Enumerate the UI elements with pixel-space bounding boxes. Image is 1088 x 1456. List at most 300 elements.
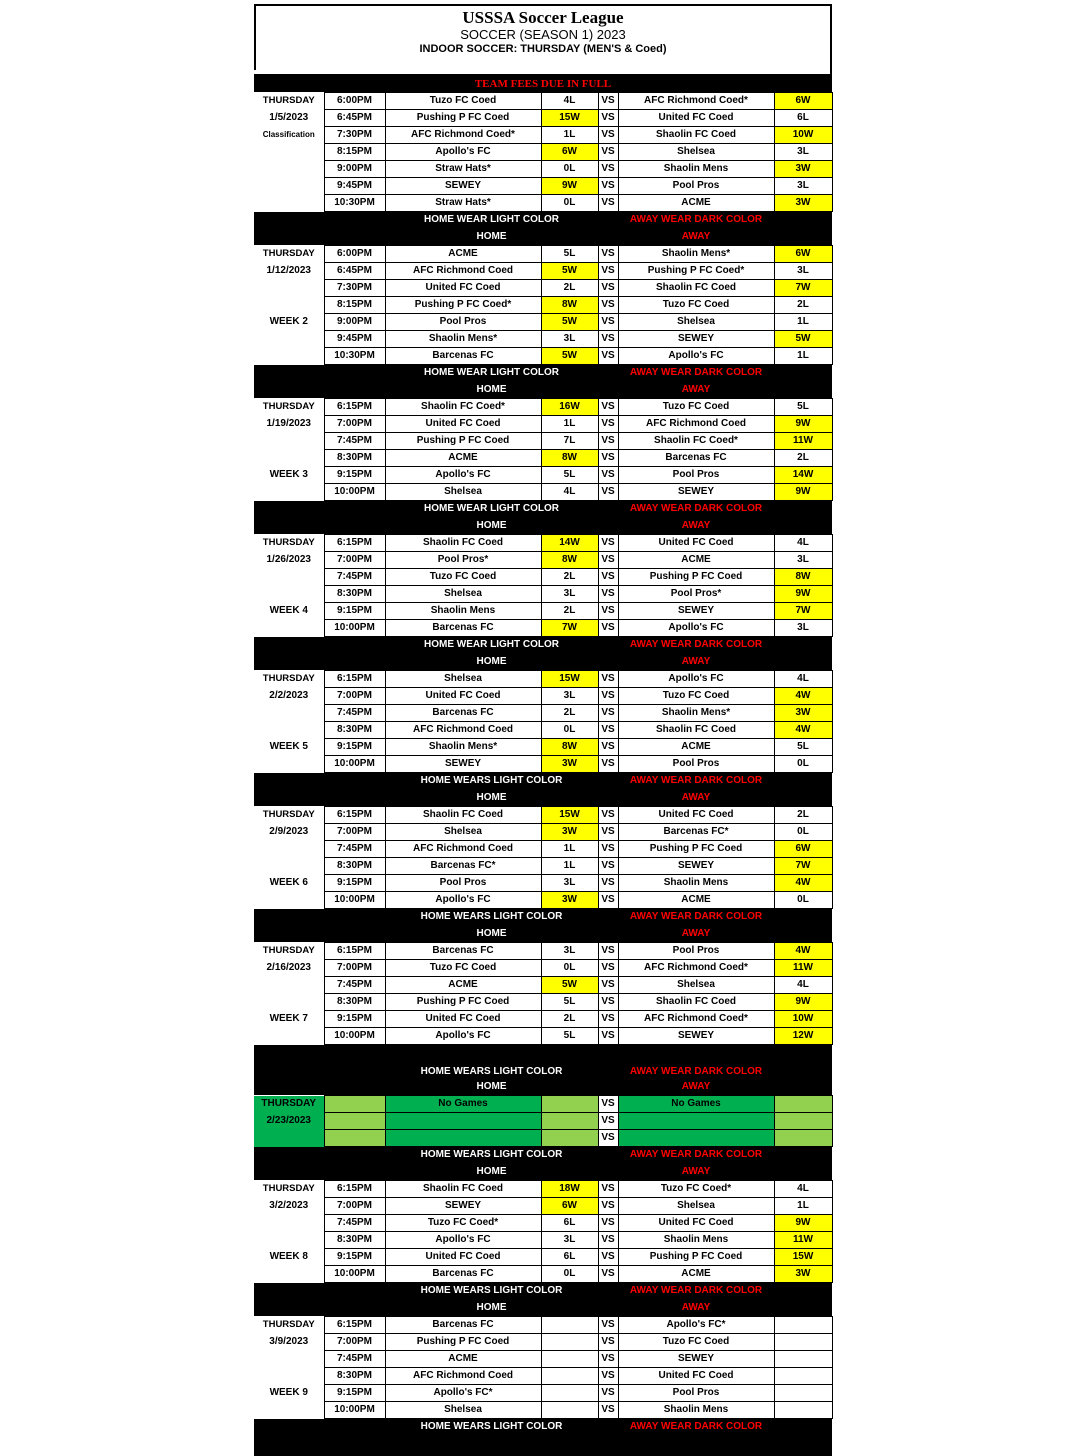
game-time: 8:30PM — [324, 450, 385, 467]
day-cell — [254, 1028, 324, 1045]
home-team: Shaolin FC Coed — [385, 1181, 541, 1198]
home-score: 14W — [541, 535, 598, 552]
home-team: Shelsea — [385, 484, 541, 501]
game-time: 9:15PM — [324, 739, 385, 756]
vs-label: VS — [598, 399, 618, 416]
away-team: Pool Pros — [618, 756, 774, 773]
bar-blank — [774, 1419, 832, 1436]
game-row — [254, 416, 832, 433]
game-time: 9:15PM — [324, 1249, 385, 1266]
game-row — [254, 127, 832, 144]
home-team: Shaolin FC Coed* — [385, 399, 541, 416]
home-team: United FC Coed — [385, 1011, 541, 1028]
day-label: THURSDAY — [254, 1096, 324, 1113]
bar-blank — [774, 654, 832, 671]
schedule-document — [254, 4, 832, 1456]
home-score: 15W — [541, 110, 598, 127]
bar-blank — [254, 1300, 385, 1317]
season-subtitle: SOCCER (SEASON 1) 2023 — [460, 27, 626, 42]
game-row — [254, 1130, 832, 1147]
day-cell — [254, 178, 324, 195]
vs-label: VS — [598, 943, 618, 960]
away-team: ACME — [618, 892, 774, 909]
game-time: 9:45PM — [324, 331, 385, 348]
away-team: United FC Coed — [618, 1215, 774, 1232]
away-team: No Games — [618, 1096, 774, 1113]
away-score — [774, 1385, 832, 1402]
game-time: 7:30PM — [324, 127, 385, 144]
away-score: 3L — [774, 620, 832, 637]
home-away-row — [254, 790, 832, 807]
color-notice-row — [254, 773, 832, 790]
game-row — [254, 586, 832, 603]
away-score: 4W — [774, 722, 832, 739]
home-color-notice: HOME WEARS LIGHT COLOR — [385, 1283, 598, 1300]
footer-away-color: AWAY WEAR DARK COLOR — [618, 1419, 774, 1436]
game-time: 10:00PM — [324, 1402, 385, 1419]
day-label: THURSDAY — [254, 807, 324, 824]
bar-blank — [774, 1045, 832, 1079]
home-score: 3L — [541, 1232, 598, 1249]
away-team: Pool Pros — [618, 943, 774, 960]
day-cell — [254, 977, 324, 994]
away-score — [774, 1096, 832, 1113]
vs-label: VS — [598, 552, 618, 569]
away-score: 0L — [774, 756, 832, 773]
day-cell — [254, 586, 324, 603]
home-team: ACME — [385, 1351, 541, 1368]
game-row — [254, 1113, 832, 1130]
away-score — [774, 1402, 832, 1419]
away-team: Shaolin Mens — [618, 1402, 774, 1419]
away-team: SEWEY — [618, 331, 774, 348]
away-team: Barcenas FC* — [618, 824, 774, 841]
game-time: 6:15PM — [324, 399, 385, 416]
game-row — [254, 858, 832, 875]
time-cell — [324, 1096, 385, 1113]
game-time: 7:00PM — [324, 1334, 385, 1351]
game-row — [254, 1011, 832, 1028]
away-score: 3W — [774, 705, 832, 722]
vs-label: VS — [598, 331, 618, 348]
away-score: 9W — [774, 1215, 832, 1232]
away-score: 3L — [774, 552, 832, 569]
home-score — [541, 1096, 598, 1113]
away-team: SEWEY — [618, 484, 774, 501]
home-label: HOME — [385, 382, 598, 399]
game-time: 7:00PM — [324, 688, 385, 705]
home-team: SEWEY — [385, 178, 541, 195]
bar-blank — [254, 1045, 385, 1079]
day-cell — [254, 348, 324, 365]
bar-blank — [598, 773, 618, 790]
home-score — [541, 1402, 598, 1419]
game-time: 9:15PM — [324, 1011, 385, 1028]
home-team: ACME — [385, 450, 541, 467]
home-score: 3L — [541, 586, 598, 603]
vs-label: VS — [598, 671, 618, 688]
home-team: Barcenas FC — [385, 620, 541, 637]
away-color-notice: AWAY WEAR DARK COLOR — [618, 909, 774, 926]
vs-label: VS — [598, 535, 618, 552]
game-row — [254, 1385, 832, 1402]
home-score: 8W — [541, 450, 598, 467]
away-score: 2L — [774, 450, 832, 467]
vs-label: VS — [598, 93, 618, 110]
home-team: Pushing P FC Coed — [385, 994, 541, 1011]
away-score: 9W — [774, 484, 832, 501]
game-row — [254, 569, 832, 586]
home-team: Shaolin Mens — [385, 603, 541, 620]
away-score: 6W — [774, 841, 832, 858]
home-score: 8W — [541, 297, 598, 314]
game-row — [254, 1249, 832, 1266]
game-time: 8:15PM — [324, 297, 385, 314]
game-row — [254, 280, 832, 297]
home-score: 2L — [541, 603, 598, 620]
day-cell — [254, 1351, 324, 1368]
game-row — [254, 824, 832, 841]
bar-blank — [254, 926, 385, 943]
home-away-row — [254, 1164, 832, 1181]
color-notice-row — [254, 365, 832, 382]
bar-blank — [774, 1079, 832, 1096]
day-cell — [254, 450, 324, 467]
game-row — [254, 977, 832, 994]
bar-blank — [774, 501, 832, 518]
vs-label: VS — [598, 960, 618, 977]
bar-blank — [598, 1300, 618, 1317]
away-team: Apollo's FC — [618, 671, 774, 688]
away-team: Pushing P FC Coed — [618, 841, 774, 858]
home-label: HOME — [385, 1164, 598, 1181]
home-score: 8W — [541, 552, 598, 569]
vs-label: VS — [598, 994, 618, 1011]
away-score: 4W — [774, 943, 832, 960]
away-score: 4W — [774, 875, 832, 892]
day-label: THURSDAY — [254, 1317, 324, 1334]
bar-blank — [598, 1164, 618, 1181]
home-team — [385, 1113, 541, 1130]
bar-blank — [254, 637, 385, 654]
away-score: 5L — [774, 399, 832, 416]
vs-label: VS — [598, 348, 618, 365]
away-label: AWAY — [618, 790, 774, 807]
vs-label: VS — [598, 127, 618, 144]
away-team: Tuzo FC Coed — [618, 399, 774, 416]
home-label: HOME — [385, 518, 598, 535]
home-team: Shelsea — [385, 671, 541, 688]
away-team: United FC Coed — [618, 1368, 774, 1385]
game-time: 7:45PM — [324, 705, 385, 722]
away-team: Shelsea — [618, 144, 774, 161]
game-row — [254, 1181, 832, 1198]
vs-label: VS — [598, 705, 618, 722]
game-time: 6:00PM — [324, 246, 385, 263]
game-time: 7:00PM — [324, 960, 385, 977]
home-team — [385, 1130, 541, 1147]
day-label: THURSDAY — [254, 1181, 324, 1198]
game-row — [254, 1351, 832, 1368]
home-score: 3L — [541, 875, 598, 892]
away-team: SEWEY — [618, 1351, 774, 1368]
bar-blank — [254, 790, 385, 807]
away-score: 3L — [774, 178, 832, 195]
game-row — [254, 314, 832, 331]
footer-color-row — [254, 1419, 832, 1436]
away-team: ACME — [618, 739, 774, 756]
away-score: 10W — [774, 127, 832, 144]
game-row — [254, 841, 832, 858]
bar-blank — [774, 909, 832, 926]
day-cell — [254, 841, 324, 858]
bar-blank — [774, 1300, 832, 1317]
vs-label: VS — [598, 178, 618, 195]
home-team: AFC Richmond Coed* — [385, 127, 541, 144]
away-team: Shaolin FC Coed* — [618, 433, 774, 450]
game-time: 10:00PM — [324, 892, 385, 909]
home-score: 1L — [541, 416, 598, 433]
away-score: 2L — [774, 807, 832, 824]
home-color-notice: HOME WEARS LIGHT COLOR — [385, 773, 598, 790]
vs-label: VS — [598, 467, 618, 484]
date-label: 1/5/2023 — [254, 110, 324, 127]
away-score: 3L — [774, 263, 832, 280]
vs-label: VS — [598, 1266, 618, 1283]
away-team: Apollo's FC — [618, 620, 774, 637]
vs-label: VS — [598, 756, 618, 773]
vs-label: VS — [598, 1096, 618, 1113]
week-label: WEEK 2 — [254, 314, 324, 331]
day-cell — [254, 1266, 324, 1283]
game-time: 7:45PM — [324, 1215, 385, 1232]
game-time: 10:00PM — [324, 484, 385, 501]
vs-label: VS — [598, 1368, 618, 1385]
game-row — [254, 1215, 832, 1232]
away-team: Shaolin Mens* — [618, 246, 774, 263]
home-score — [541, 1113, 598, 1130]
away-label: AWAY — [618, 229, 774, 246]
vs-label: VS — [598, 450, 618, 467]
game-time: 9:00PM — [324, 314, 385, 331]
day-cell — [254, 620, 324, 637]
home-team: Pool Pros — [385, 314, 541, 331]
away-score — [774, 1130, 832, 1147]
bar-blank — [254, 1079, 385, 1096]
vs-label: VS — [598, 1317, 618, 1334]
day-label: THURSDAY — [254, 671, 324, 688]
game-time: 10:00PM — [324, 1028, 385, 1045]
vs-label: VS — [598, 1113, 618, 1130]
home-score: 5W — [541, 263, 598, 280]
game-row — [254, 161, 832, 178]
away-team: Shelsea — [618, 977, 774, 994]
game-row — [254, 620, 832, 637]
game-time: 9:15PM — [324, 467, 385, 484]
game-time: 6:15PM — [324, 807, 385, 824]
home-score: 3L — [541, 688, 598, 705]
away-score: 9W — [774, 586, 832, 603]
vs-label: VS — [598, 484, 618, 501]
game-time: 7:00PM — [324, 552, 385, 569]
away-team: Shaolin Mens* — [618, 705, 774, 722]
game-row — [254, 1198, 832, 1215]
vs-label: VS — [598, 1402, 618, 1419]
vs-label: VS — [598, 620, 618, 637]
away-team: Pushing P FC Coed* — [618, 263, 774, 280]
away-team: Shaolin Mens — [618, 1232, 774, 1249]
game-time: 8:30PM — [324, 994, 385, 1011]
bar-blank — [254, 1436, 832, 1456]
game-time: 7:45PM — [324, 433, 385, 450]
vs-label: VS — [598, 1385, 618, 1402]
bar-blank — [598, 382, 618, 399]
day-cell — [254, 1130, 324, 1147]
away-score: 11W — [774, 1232, 832, 1249]
bar-blank — [254, 382, 385, 399]
away-team: Shaolin FC Coed — [618, 280, 774, 297]
game-time: 7:45PM — [324, 569, 385, 586]
home-team: AFC Richmond Coed — [385, 841, 541, 858]
day-cell — [254, 1402, 324, 1419]
vs-label: VS — [598, 739, 618, 756]
game-time: 6:45PM — [324, 263, 385, 280]
game-time: 10:30PM — [324, 195, 385, 212]
home-away-row — [254, 926, 832, 943]
away-score: 4L — [774, 671, 832, 688]
day-cell — [254, 722, 324, 739]
game-row — [254, 297, 832, 314]
week-label: WEEK 9 — [254, 1385, 324, 1402]
game-row — [254, 484, 832, 501]
vs-label: VS — [598, 161, 618, 178]
vs-label: VS — [598, 280, 618, 297]
away-label: AWAY — [618, 654, 774, 671]
home-label: HOME — [385, 1079, 598, 1096]
home-color-notice: HOME WEAR LIGHT COLOR — [385, 365, 598, 382]
home-score: 5L — [541, 246, 598, 263]
bar-blank — [774, 1164, 832, 1181]
game-time: 9:15PM — [324, 603, 385, 620]
home-score: 1L — [541, 858, 598, 875]
game-time: 7:45PM — [324, 841, 385, 858]
vs-label: VS — [598, 1215, 618, 1232]
home-label: HOME — [385, 790, 598, 807]
home-score: 2L — [541, 1011, 598, 1028]
home-team: Tuzo FC Coed* — [385, 1215, 541, 1232]
away-score: 3L — [774, 144, 832, 161]
game-time: 6:15PM — [324, 1181, 385, 1198]
game-row — [254, 960, 832, 977]
game-time: 7:00PM — [324, 416, 385, 433]
away-team: United FC Coed — [618, 535, 774, 552]
game-row — [254, 994, 832, 1011]
game-time: 8:30PM — [324, 722, 385, 739]
game-row — [254, 671, 832, 688]
game-time: 6:15PM — [324, 943, 385, 960]
game-row — [254, 535, 832, 552]
vs-label: VS — [598, 824, 618, 841]
away-color-notice: AWAY WEAR DARK COLOR — [618, 212, 774, 229]
game-time: 9:15PM — [324, 875, 385, 892]
home-team: AFC Richmond Coed — [385, 1368, 541, 1385]
home-team: Shelsea — [385, 824, 541, 841]
vs-label: VS — [598, 841, 618, 858]
away-color-notice: AWAY WEAR DARK COLOR — [618, 501, 774, 518]
bar-blank — [598, 229, 618, 246]
away-score: 11W — [774, 960, 832, 977]
away-score: 4L — [774, 535, 832, 552]
away-score: 5W — [774, 331, 832, 348]
home-score: 7W — [541, 620, 598, 637]
away-label: AWAY — [618, 382, 774, 399]
home-color-notice: HOME WEAR LIGHT COLOR — [385, 212, 598, 229]
game-row — [254, 552, 832, 569]
game-time: 6:45PM — [324, 110, 385, 127]
game-row — [254, 807, 832, 824]
away-label: AWAY — [618, 1300, 774, 1317]
away-score: 4W — [774, 688, 832, 705]
day-cell — [254, 569, 324, 586]
vs-label: VS — [598, 1351, 618, 1368]
document-header — [254, 4, 832, 70]
vs-label: VS — [598, 110, 618, 127]
vs-label: VS — [598, 892, 618, 909]
date-label: 3/9/2023 — [254, 1334, 324, 1351]
away-score: 14W — [774, 467, 832, 484]
bar-blank — [598, 654, 618, 671]
game-row — [254, 1266, 832, 1283]
home-color-notice: HOME WEAR LIGHT COLOR — [385, 501, 598, 518]
vs-label: VS — [598, 297, 618, 314]
week-label: WEEK 5 — [254, 739, 324, 756]
day-cell — [254, 297, 324, 314]
away-score — [774, 1113, 832, 1130]
home-team: Shelsea — [385, 586, 541, 603]
day-cell — [254, 484, 324, 501]
away-team: Pool Pros* — [618, 586, 774, 603]
bar-blank — [774, 365, 832, 382]
game-row — [254, 1334, 832, 1351]
home-score: 0L — [541, 195, 598, 212]
away-score — [774, 1351, 832, 1368]
home-score: 5L — [541, 994, 598, 1011]
home-score: 5L — [541, 467, 598, 484]
game-time: 7:00PM — [324, 1198, 385, 1215]
game-row — [254, 450, 832, 467]
bar-blank — [254, 212, 385, 229]
day-cell — [254, 1215, 324, 1232]
home-team: Tuzo FC Coed — [385, 569, 541, 586]
bar-blank — [598, 501, 618, 518]
home-score — [541, 1351, 598, 1368]
away-color-notice: AWAY WEAR DARK COLOR — [618, 365, 774, 382]
game-row — [254, 722, 832, 739]
day-cell — [254, 1368, 324, 1385]
away-score: 8W — [774, 569, 832, 586]
home-score: 16W — [541, 399, 598, 416]
home-score: 7L — [541, 433, 598, 450]
game-row — [254, 739, 832, 756]
bar-blank — [774, 637, 832, 654]
home-score: 3W — [541, 756, 598, 773]
bar-blank — [598, 1147, 618, 1164]
bar-blank — [598, 365, 618, 382]
away-team: Apollo's FC* — [618, 1317, 774, 1334]
home-score: 3L — [541, 331, 598, 348]
away-team: AFC Richmond Coed — [618, 416, 774, 433]
game-time: 6:15PM — [324, 535, 385, 552]
